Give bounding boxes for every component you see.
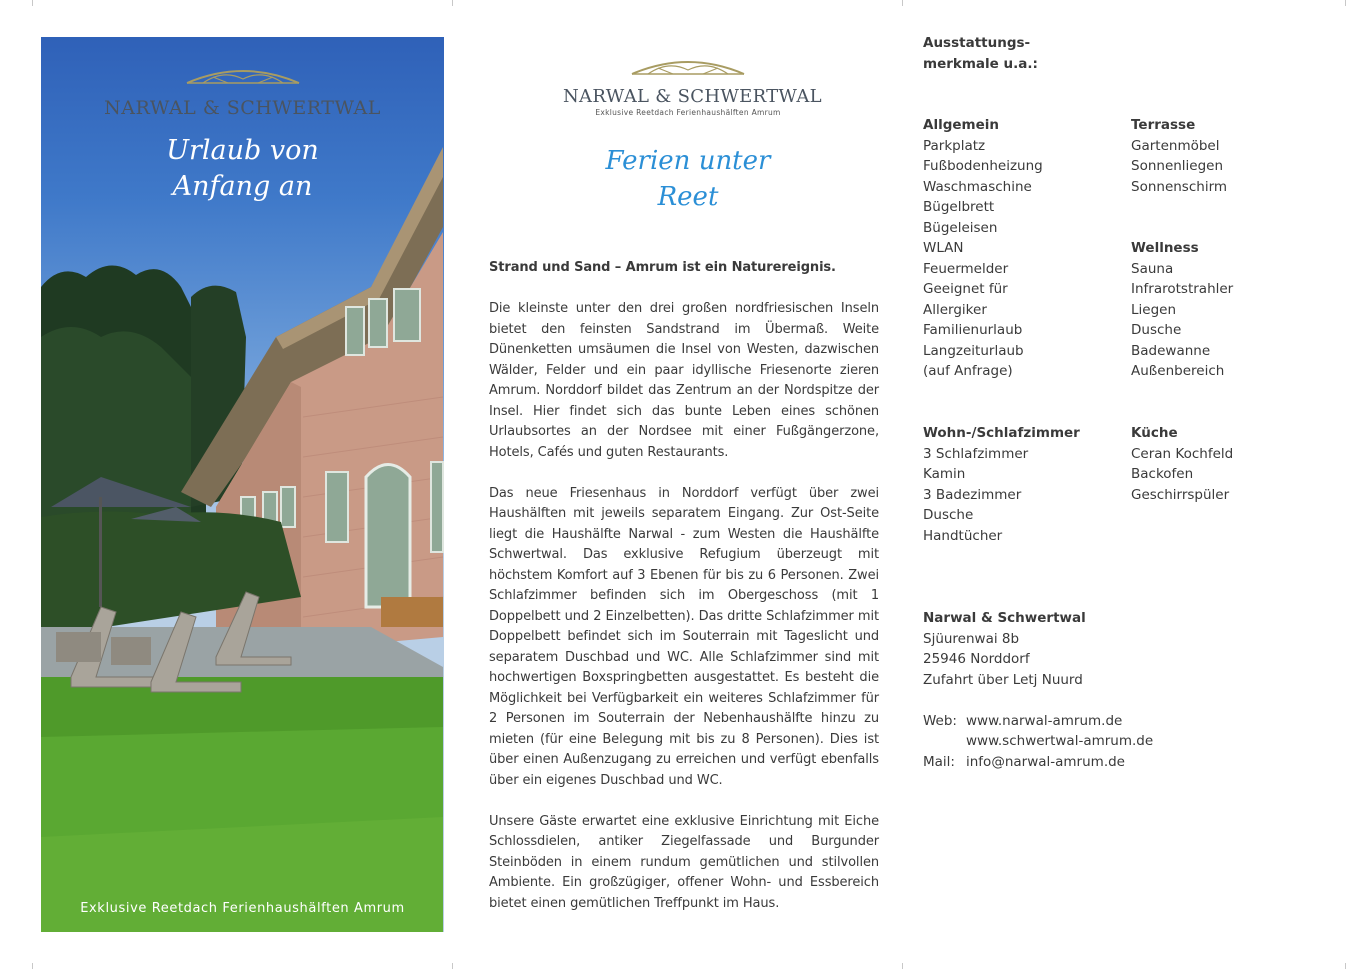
list-item: Dusche: [1131, 322, 1182, 338]
crop-mark: [902, 963, 903, 969]
section-heading: Allgemein: [923, 117, 999, 133]
contact-mail-row: [923, 752, 1153, 773]
contact-block: [923, 608, 1153, 772]
mail-link[interactable]: info@narwal-amrum.de: [966, 753, 1125, 770]
web-label: Web:: [923, 712, 957, 729]
cover-headline: [41, 133, 444, 205]
section-heading: Wellness: [1131, 240, 1199, 256]
list-item: Bügelbrett: [923, 199, 995, 215]
list-item: Sonnenschirm: [1131, 178, 1228, 195]
list-item: Ceran Kochfeld: [1131, 445, 1234, 462]
web-link-narwal[interactable]: www.narwal-amrum.de: [966, 712, 1123, 729]
contact-web-row: [923, 731, 1153, 752]
article-paragraph: Das neue Friesenhaus in Norddorf verfügt über zwei Haushälften mit jeweils separatem Eingang. Zur Ost-Seite liegt die Haushälfte Narwal - zum Westen die Haushälfte Schwertwal. Das exklusive Refugium überzeugt mit höchstem Komfort auf 3 Ebenen für bis zu 6 Personen. Zwei Schlafzimmer befinden sich im Obergeschoss (mit 1 Doppelbett und 2 Einzelbetten). Das dritte Schlafzimmer mit Doppelbett befindet sich im Souterrain mit Tageslicht und separatem Duschbad und WC. Alle Schlafzimmer sind mit hochwertigen Boxspringbetten ausgestattet. Es besteht die Möglichkeit bei Verfügbarkeit ein weiteres Schlafzimmer für 2 Personen im Souterrain der Nebenhaushälfte hinzu zu mieten (für eine Belegung mit bis zu 8 Personen). Dies ist über einen Außenzugang zu erreichen und verfügt ebenfalls über ein eigenes Duschbad und WC.: [489, 485, 879, 788]
list-item: Sauna: [1131, 260, 1174, 277]
contact-name: Narwal & Schwertwal: [923, 610, 1086, 626]
list-item: WLAN: [923, 240, 964, 256]
list-item: Badewanne: [1131, 342, 1211, 359]
article-paragraph: Die kleinste unter den drei großen nordfriesischen Inseln bietet den feinsten Sandstrand im Übermaß. Weite Dünenketten umsäumen die Insel von Westen, dazwischen Wälder, Felder und ein paar idyllische Friesenorte zieren Amrum. Norddorf bildet das Zentrum an der Nordspitze der Insel. Hier findet sich das bunte Leben eines schönen Urlaubsortes an der Nordsee mit einer Fußgängerzone, Hotels, Cafés und guten Restaurants.: [489, 301, 879, 460]
article-paragraph: Unsere Gäste erwartet eine exklusive Einrichtung mit Eiche Schlossdielen, antiker Ziegelfassade und Burgunder Steinböden in einem rundum gemütlichen und stilvollen Ambiente. Ein großzügiger, offener Wohn- und Essbereich bietet einen gemütlichen Treffpunkt im Haus.: [489, 813, 879, 911]
list-item: Waschmaschine: [923, 178, 1032, 195]
section-heading: Wohn-/Schlafzimmer: [923, 425, 1080, 441]
cover-brand-name: NARWAL & SCHWERTWAL: [104, 97, 381, 119]
cover-panel: [41, 37, 444, 932]
narwal-emblem-icon: [183, 63, 303, 87]
article-body: [489, 258, 879, 935]
middle-logo: [563, 54, 822, 117]
cover-headline-line2: Anfang an: [172, 171, 313, 202]
list-item: Backofen: [1131, 466, 1194, 482]
list-item: 3 Schlafzimmer: [923, 445, 1029, 462]
crop-mark: [1345, 963, 1346, 969]
crop-mark: [452, 963, 453, 969]
section-heading: Terrasse: [1131, 117, 1196, 133]
feature-list: [923, 136, 1043, 382]
list-item: (auf Anfrage): [923, 363, 1013, 379]
contact-city: 25946 Norddorf: [923, 651, 1030, 667]
list-item: Kamin: [923, 466, 966, 482]
cover-footer-tagline: Exklusive Reetdach Ferienhaushälften Amrum: [80, 901, 405, 916]
article-lead: Strand und Sand – Amrum ist ein Naturereignis.: [489, 260, 836, 275]
middle-brand-name: NARWAL & SCHWERTWAL: [563, 86, 822, 107]
list-item: Infrarotstrahler: [1131, 281, 1234, 297]
list-item: Feuermelder: [923, 260, 1009, 277]
list-item: Dusche: [923, 507, 974, 523]
web-link-schwertwal[interactable]: www.schwertwal-amrum.de: [966, 733, 1154, 749]
features-title-line2: merkmale u.a.:: [923, 55, 1038, 72]
feature-list: [923, 444, 1080, 547]
list-item: Geeignet für: [923, 281, 1008, 297]
middle-headline-line2: Reet: [657, 182, 719, 212]
crop-mark: [902, 0, 903, 6]
features-section-allgemein: [923, 115, 1043, 382]
list-item: Handtücher: [923, 527, 1003, 544]
list-item: Allergiker: [923, 301, 987, 318]
list-item: Liegen: [1131, 301, 1177, 318]
feature-list: [1131, 444, 1233, 506]
middle-headline-line1: Ferien unter: [605, 146, 771, 176]
list-item: Parkplatz: [923, 137, 986, 154]
crop-mark: [452, 0, 453, 6]
features-section-terrasse: [1131, 115, 1227, 197]
features-section-wohn-schlafzimmer: [923, 423, 1080, 546]
feature-list: [1131, 136, 1227, 198]
middle-brand-subtitle: Exklusive Reetdach Ferienhaushälften Amrum: [595, 108, 781, 117]
list-item: Gartenmöbel: [1131, 137, 1220, 154]
middle-headline: [563, 143, 813, 215]
narwal-emblem-icon: [628, 54, 748, 78]
crop-mark: [32, 0, 33, 6]
contact-web-row: [923, 711, 1153, 732]
list-item: 3 Badezimmer: [923, 486, 1022, 503]
cover-logo: [41, 63, 444, 91]
features-section-wellness: [1131, 238, 1233, 382]
feature-list: [1131, 259, 1233, 382]
features-title: [923, 33, 1038, 74]
list-item: Familienurlaub: [923, 322, 1023, 338]
cover-headline-line1: Urlaub von: [166, 135, 319, 166]
contact-access: Zufahrt über Letj Nuurd: [923, 671, 1083, 688]
list-item: Geschirrspüler: [1131, 486, 1230, 503]
list-item: Fußbodenheizung: [923, 158, 1043, 174]
list-item: Sonnenliegen: [1131, 158, 1224, 174]
list-item: Bügeleisen: [923, 219, 998, 236]
contact-street: Sjüurenwai 8b: [923, 630, 1020, 647]
features-section-kueche: [1131, 423, 1233, 505]
list-item: Langzeiturlaub: [923, 342, 1024, 359]
mail-label: Mail:: [923, 753, 955, 770]
crop-mark: [1345, 0, 1346, 6]
crop-mark: [32, 963, 33, 969]
section-heading: Küche: [1131, 425, 1178, 441]
list-item: Außenbereich: [1131, 363, 1225, 379]
features-title-line1: Ausstattungs-: [923, 35, 1031, 51]
